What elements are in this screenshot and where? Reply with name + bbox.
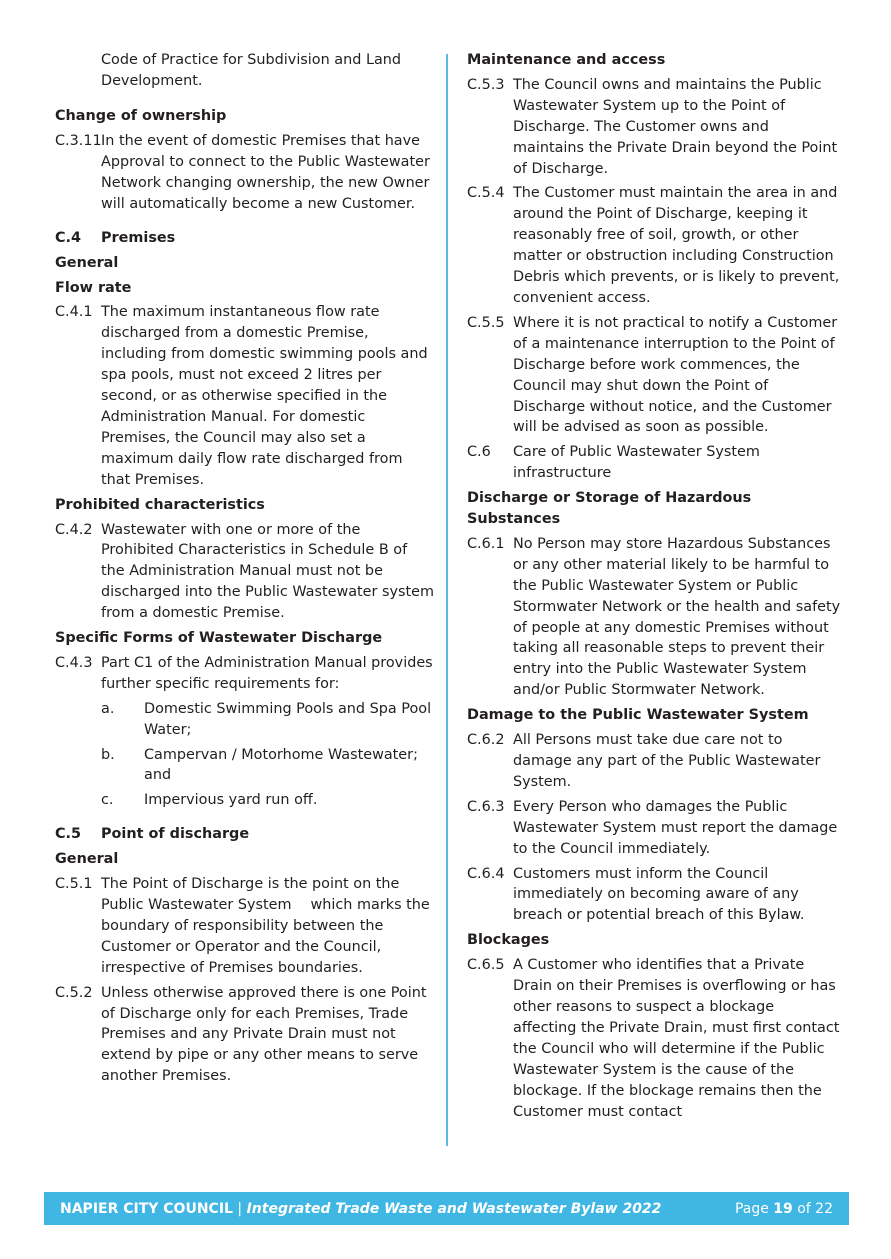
footer-organisation: NAPIER CITY COUNCIL (60, 1200, 233, 1217)
page-word: Page (734, 1200, 774, 1217)
heading-specific-forms: Specific Forms of Wastewater Discharge (55, 630, 383, 647)
clause-c-6-2 (467, 730, 842, 793)
sub-item-text: Domestic Swimming Pools and Spa Pool Water; (144, 700, 432, 738)
clause-number: C.6.1 (467, 535, 505, 552)
sub-item-b (101, 745, 435, 787)
clause-number: C.6.5 (467, 957, 505, 974)
sub-item-text: Campervan / Motorhome Wastewater; and (144, 746, 418, 784)
clause-number: C.4.1 (55, 304, 93, 321)
clause-text: The maximum instantaneous flow rate discharged from a domestic Premise, including from domestic swimming pools and spa pools, must not exceed 2 litres per second, or as otherwise specified in the Administration Manual. For domestic Premises, the Council may also set a maximum daily flow rate discharged from that Premises. (101, 304, 428, 488)
clause-number: C.5.2 (55, 984, 93, 1001)
clause-c-5-1 (55, 874, 435, 979)
heading-general: General (55, 254, 119, 271)
clause-c-5-2 (55, 983, 435, 1088)
footer-title (60, 1201, 735, 1217)
clause-text: The Council owns and maintains the Public Wastewater System up to the Point of Discharge. The Customer owns and maintains the Private Drain beyond the Point of Discharge. (513, 76, 838, 177)
clause-c-5-4 (467, 183, 842, 308)
sub-item-letter: b. (101, 746, 115, 763)
clause-text: Where it is not practical to notify a Customer of a maintenance interruption to the Point of Discharge before work commences, the Council may shut down the Point of Discharge without notice, and the Customer will be advised as soon as possible. (513, 314, 838, 436)
heading-maintenance-and-access: Maintenance and access (467, 52, 666, 68)
section-heading-c-4 (55, 228, 435, 249)
clause-c-6-3 (467, 797, 842, 860)
current-page: 19 (773, 1200, 793, 1217)
clause-number: C.6.2 (467, 732, 505, 749)
sub-item-letter: c. (101, 792, 114, 809)
section-heading-c-5 (55, 824, 435, 845)
clause-number: C.5.3 (467, 76, 505, 93)
clause-text: Care of Public Wastewater System infrastructure (513, 444, 760, 482)
clause-text: Wastewater with one or more of the Prohibited Characteristics in Schedule B of the Administration Manual must not be discharged into the Public Wastewater system from a domestic Premise. (101, 521, 435, 622)
section-title: Point of discharge (101, 826, 250, 843)
clause-text: Customers must inform the Council immediately on becoming aware of any breach or potential breach of this Bylaw. (513, 865, 805, 924)
clause-number: C.5.4 (467, 185, 505, 202)
heading-change-of-ownership: Change of ownership (55, 108, 227, 125)
clause-text: Part C1 of the Administration Manual provides further specific requirements for: (101, 654, 433, 692)
page-footer (44, 1192, 849, 1225)
section-number: C.5 (55, 826, 82, 843)
footer-separator: | (232, 1200, 247, 1217)
clause-text: No Person may store Hazardous Substances or any other material likely to be harmful to the Public Wastewater System or Public Stormwater Network or the health and safety of people at any domestic Premises without taking all reasonable steps to prevent their entry into the Public Wastewater System and/or Public Stormwater Network. (513, 535, 841, 699)
clause-number: C.4.3 (55, 654, 93, 671)
clause-text: A Customer who identifies that a Private Drain on their Premises is overflowing or has other reasons to suspect a blockage affecting the Private Drain, must first contact the Council who will determine if the Public Wastewater System is the cause of the blockage. If the blockage remains then the Customer must contact (513, 957, 840, 1120)
total-pages: 22 (815, 1200, 833, 1217)
clause-number: C.6.3 (467, 798, 505, 815)
clause-number: C.3.11 (55, 133, 102, 150)
clause-text: In the event of domestic Premises that have Approval to connect to the Public Wastewater Network changing ownership, the new Owner will automatically become a new Customer. (101, 133, 430, 212)
clause-c-3-11 (55, 131, 435, 215)
heading-hazardous-substances: Discharge or Storage of Hazardous Substances (467, 490, 752, 528)
intro-continuation: Code of Practice for Subdivision and Land Development. (101, 52, 402, 89)
section-title: Premises (101, 229, 176, 246)
left-column (55, 50, 435, 1087)
heading-damage: Damage to the Public Wastewater System (467, 707, 809, 724)
sub-item-c (101, 790, 435, 811)
heading-flow-rate: Flow rate (55, 279, 132, 296)
of-word: of (792, 1200, 816, 1217)
clause-number: C.4.2 (55, 521, 93, 538)
clause-number: C.6 (467, 444, 491, 461)
clause-c-6-5 (467, 955, 842, 1122)
heading-blockages: Blockages (467, 932, 550, 949)
clause-number: C.6.4 (467, 865, 505, 882)
clause-text: Every Person who damages the Public Wastewater System must report the damage to the Council immediately. (513, 798, 838, 857)
clause-c-4-2 (55, 520, 435, 625)
heading-prohibited-characteristics: Prohibited characteristics (55, 496, 265, 513)
right-column (467, 50, 842, 1122)
sub-item-text: Impervious yard run off. (144, 792, 318, 809)
page-number (735, 1201, 833, 1217)
clause-text: The Point of Discharge is the point on the Public Wastewater System which marks the boundary of responsibility between the Customer or Operator and the Council, irrespective of Premises boundaries. (101, 876, 430, 976)
clause-c-5-5 (467, 313, 842, 438)
footer-document-title: Integrated Trade Waste and Wastewater Bylaw 2022 (246, 1200, 662, 1217)
clause-number: C.5.5 (467, 314, 505, 331)
clause-text: Unless otherwise approved there is one Point of Discharge only for each Premises, Trade Premises and any Private Drain must not extend by pipe or any other means to serve another Premises. (101, 984, 427, 1085)
clause-c-6-4 (467, 864, 842, 927)
clause-c-6-1 (467, 534, 842, 701)
heading-general: General (55, 851, 119, 868)
sub-item-letter: a. (101, 700, 115, 717)
clause-number: C.5.1 (55, 876, 93, 893)
clause-text: The Customer must maintain the area in and around the Point of Discharge, keeping it reasonably free of soil, growth, or other matter or obstruction including Construction Debris which prevents, or is likely to prevent, convenient access. (513, 185, 840, 306)
clause-c-4-1 (55, 302, 435, 490)
clause-c-5-3 (467, 75, 842, 180)
clause-c-6 (467, 442, 842, 484)
column-divider (446, 54, 448, 1146)
clause-c-4-3 (55, 653, 435, 695)
section-number: C.4 (55, 229, 82, 246)
sub-item-a (101, 699, 435, 741)
clause-text: All Persons must take due care not to damage any part of the Public Wastewater System. (513, 732, 821, 790)
